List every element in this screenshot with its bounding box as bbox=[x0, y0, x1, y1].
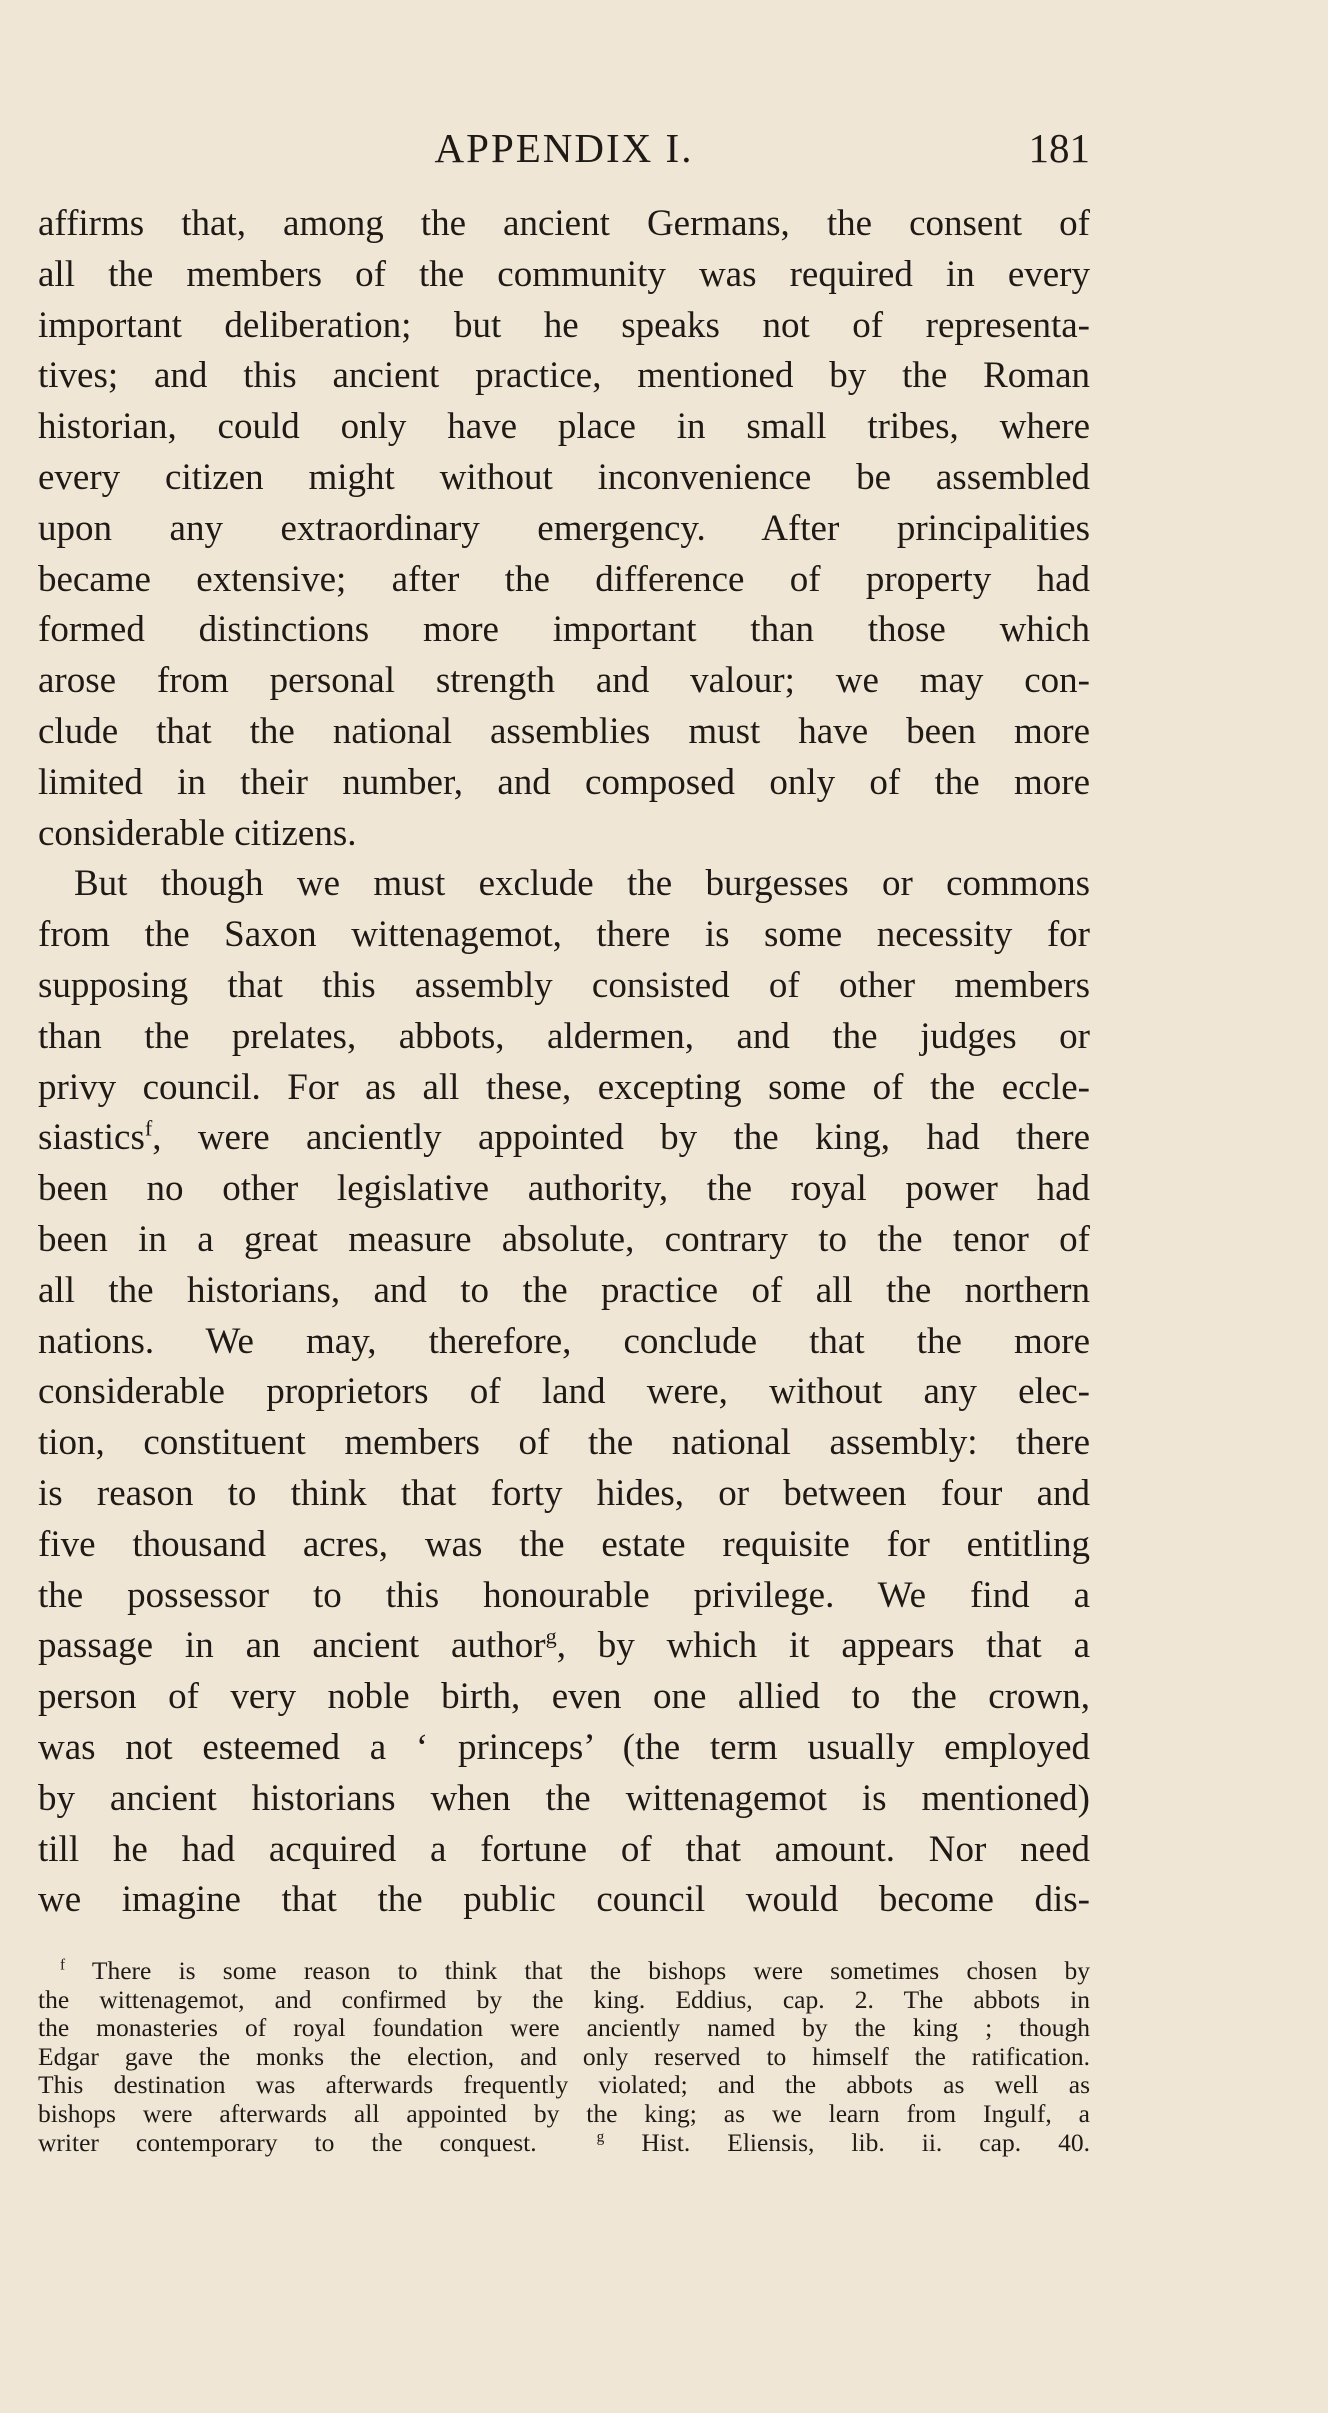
text-line: nations. We may, therefore, conclude that the more bbox=[38, 1320, 1090, 1362]
footnote-line: bishops were afterwards all appointed by the king; as we learn from Ingulf, a bbox=[38, 2098, 1090, 2128]
text-line: affirms that, among the ancient Germans, the consent of bbox=[38, 203, 1090, 244]
footnote-text: writer contemporary to the conquest. bbox=[38, 2127, 537, 2157]
text-line: all the members of the community was required in every bbox=[38, 253, 1090, 295]
text-line: supposing that this assembly consisted of other members bbox=[38, 964, 1090, 1006]
text-line: important deliberation; but he speaks not of representa- bbox=[38, 304, 1090, 346]
text-segment: , were anciently appointed by the king, had there bbox=[152, 1117, 1090, 1159]
running-header bbox=[38, 118, 1090, 178]
footnote-text: Hist. Eliensis, lib. ii. cap. 40. bbox=[604, 2127, 1090, 2157]
text-line: was not esteemed a ‘ princeps’ (the term usually employed bbox=[38, 1726, 1090, 1768]
text-line: limited in their number, and composed only of the more bbox=[38, 761, 1090, 803]
text-line: five thousand acres, was the estate requisite for entitling bbox=[38, 1523, 1090, 1565]
footnote-text: There is some reason to think that the bishops were sometimes chosen by bbox=[65, 1956, 1090, 1985]
paragraph-start-line: But though we must exclude the burgesses or commons bbox=[74, 863, 1090, 905]
footnote-reference: g bbox=[545, 1623, 557, 1649]
text-line: tives; and this ancient practice, mentioned by the Roman bbox=[38, 355, 1090, 397]
text-line: been no other legislative authority, the royal power had bbox=[38, 1168, 1090, 1210]
footnote-line: the monasteries of royal foundation were anciently named by the king ; though bbox=[38, 2013, 1090, 2043]
page-number: 181 bbox=[1028, 125, 1090, 171]
footnote-reference: f bbox=[144, 1116, 153, 1142]
footnote-marker: f bbox=[60, 1956, 66, 1974]
text-line: is reason to think that forty hides, or between four and bbox=[38, 1472, 1090, 1514]
text-line: than the prelates, abbots, aldermen, and the judges or bbox=[38, 1015, 1090, 1057]
text-line: all the historians, and to the practice of all the northern bbox=[38, 1269, 1090, 1311]
text-line: considerable citizens. bbox=[38, 812, 357, 854]
text-line-with-footnote-ref bbox=[38, 1113, 1090, 1164]
footnote-line: the wittenagemot, and confirmed by the king. Eddius, cap. 2. The abbots in bbox=[38, 1984, 1090, 2014]
text-segment: passage in an ancient author bbox=[38, 1625, 546, 1667]
footnote-marker: g bbox=[596, 2128, 605, 2146]
text-line: by ancient historians when the wittenagemot is mentioned) bbox=[38, 1777, 1090, 1819]
footnote-line: Edgar gave the monks the election, and only reserved to himself the ratification. bbox=[38, 2041, 1090, 2071]
text-line: we imagine that the public council would become dis- bbox=[38, 1879, 1090, 1921]
text-line: till he had acquired a fortune of that amount. Nor need bbox=[38, 1828, 1090, 1870]
text-line: formed distinctions more important than those which bbox=[38, 609, 1090, 651]
text-segment: siastics bbox=[38, 1117, 145, 1159]
text-line: tion, constituent members of the national assembly: there bbox=[38, 1422, 1090, 1464]
text-line: clude that the national assemblies must have been more bbox=[38, 710, 1090, 752]
footnote-line bbox=[38, 2129, 1090, 2158]
footnotes bbox=[38, 1957, 1090, 2157]
text-line: been in a great measure absolute, contrary to the tenor of bbox=[38, 1218, 1090, 1260]
text-line: the possessor to this honourable privilege. We find a bbox=[38, 1574, 1090, 1616]
text-line: historian, could only have place in small tribes, where bbox=[38, 406, 1090, 448]
text-line-with-footnote-ref bbox=[38, 1621, 1090, 1672]
text-line: became extensive; after the difference of property had bbox=[38, 558, 1090, 600]
text-line: every citizen might without inconvenience be assembled bbox=[38, 456, 1090, 498]
text-segment: , by which it appears that a bbox=[556, 1625, 1091, 1667]
text-line: privy council. For as all these, excepting some of the eccle- bbox=[38, 1066, 1090, 1108]
body-text bbox=[38, 199, 1090, 1926]
text-line: upon any extraordinary emergency. After principalities bbox=[38, 507, 1090, 549]
text-line: arose from personal strength and valour; we may con- bbox=[38, 660, 1090, 702]
text-line: person of very noble birth, even one allied to the crown, bbox=[38, 1676, 1090, 1718]
footnote-line bbox=[38, 1957, 1090, 1986]
footnote-line: This destination was afterwards frequently violated; and the abbots as well as bbox=[38, 2070, 1090, 2100]
text-line: considerable proprietors of land were, without any elec- bbox=[38, 1371, 1090, 1413]
text-line: from the Saxon wittenagemot, there is some necessity for bbox=[38, 914, 1090, 956]
running-title: APPENDIX I. bbox=[434, 125, 694, 171]
